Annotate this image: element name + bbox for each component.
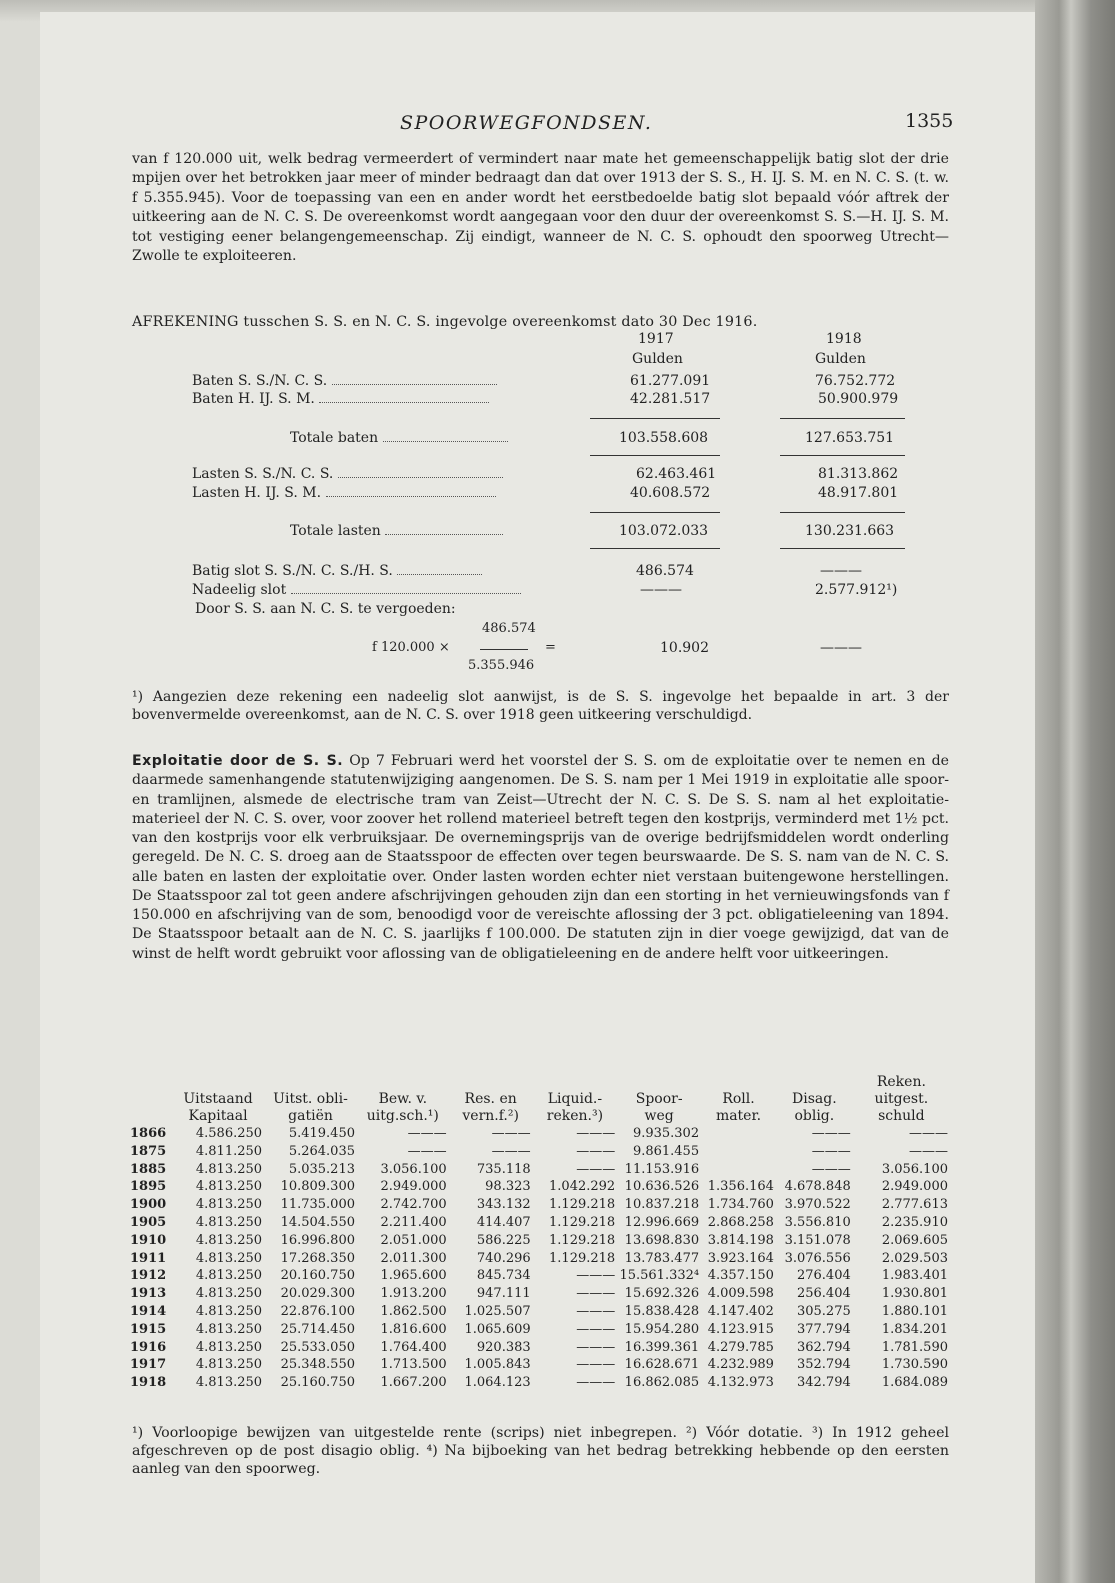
- formula-1918: ———: [820, 640, 862, 656]
- rule: [590, 548, 720, 549]
- table-cell: 342.794: [796, 1375, 851, 1391]
- intro-paragraph: [132, 150, 949, 266]
- table-row: [128, 1196, 950, 1214]
- row-batig-slot-1918: ———: [820, 563, 862, 579]
- page-number: 1355: [905, 110, 954, 132]
- row-baten-ss-1918: 76.752.772: [815, 373, 896, 389]
- table-cell: 740.296: [476, 1250, 531, 1266]
- table-cell: 3.814.198: [707, 1232, 774, 1248]
- row-door-ss-label: Door S. S. aan N. C. S. te vergoeden:: [195, 601, 456, 617]
- table-cell: ———: [576, 1321, 616, 1337]
- table-cell: 4.678.848: [784, 1179, 851, 1195]
- row-totale-baten-1918: 127.653.751: [805, 430, 895, 446]
- formula-numerator: 486.574: [482, 621, 536, 636]
- table-cell: 4.009.598: [707, 1286, 774, 1302]
- table-cell: 15.954.280: [624, 1321, 700, 1337]
- table-cell: ———: [576, 1339, 616, 1355]
- row-batig-slot-label: Batig slot S. S./N. C. S./H. S.: [192, 563, 482, 579]
- settlement-col2-year: 1918: [826, 331, 862, 347]
- table-cell: 377.794: [796, 1321, 851, 1337]
- row-totale-baten-label: Totale baten: [290, 430, 508, 446]
- table-cell: 5.264.035: [288, 1143, 355, 1159]
- table-cell: ———: [909, 1143, 948, 1159]
- row-lasten-ss-1918: 81.313.862: [818, 466, 899, 482]
- table-cell: 1.129.218: [549, 1214, 616, 1230]
- table-cell: 4.813.250: [195, 1303, 263, 1319]
- table-cell: 3.923.164: [707, 1250, 774, 1266]
- table-cell: ———: [576, 1161, 616, 1177]
- table-cell: ———: [491, 1143, 531, 1159]
- table-cell: 1.064.123: [464, 1375, 531, 1391]
- table-cell: 586.225: [476, 1232, 531, 1248]
- table-cell: ———: [576, 1268, 616, 1284]
- book-edge: [1035, 0, 1115, 1583]
- row-baten-hijsm-label: Baten H. IJ. S. M.: [192, 391, 489, 407]
- table-cell: ———: [576, 1303, 616, 1319]
- table-cell: 3.056.100: [881, 1161, 948, 1177]
- table-cell: [701, 1161, 776, 1179]
- row-baten-hijsm-1917: 42.281.517: [630, 391, 711, 407]
- table-cell: 9.935.302: [632, 1126, 700, 1141]
- table-cell: 4.279.785: [707, 1339, 774, 1355]
- table-cell: 4.147.402: [707, 1303, 774, 1319]
- settlement-col1-unit: Gulden: [632, 351, 683, 367]
- row-lasten-hijsm-1917: 40.608.572: [630, 485, 711, 501]
- table-cell: 2.051.000: [380, 1232, 447, 1248]
- history-table: [128, 1074, 950, 1392]
- table-cell: 735.118: [476, 1161, 531, 1177]
- table-cell: 4.813.250: [195, 1339, 263, 1355]
- table-cell: 1.734.760: [707, 1197, 774, 1213]
- table-cell: 1.983.401: [881, 1268, 948, 1284]
- table-cell: 4.813.250: [195, 1197, 263, 1213]
- row-lasten-hijsm-label: Lasten H. IJ. S. M.: [192, 485, 496, 501]
- table-cell: ———: [811, 1126, 851, 1141]
- table-cell-year: 1866: [130, 1126, 167, 1141]
- table-cell: 1.667.200: [380, 1375, 447, 1391]
- table-cell: 2.011.300: [380, 1250, 447, 1266]
- table-row: [128, 1143, 950, 1161]
- row-baten-ss-label: Baten S. S./N. C. S.: [192, 373, 497, 389]
- table-cell: 3.970.522: [784, 1197, 851, 1213]
- table-cell: ———: [576, 1143, 616, 1159]
- table-cell: 4.586.250: [195, 1126, 263, 1141]
- table-cell: 1.129.218: [549, 1232, 616, 1248]
- rule: [590, 512, 720, 513]
- history-table-header: [128, 1074, 950, 1125]
- table-cell: 11.735.000: [280, 1197, 355, 1213]
- table-cell: 15.692.326: [624, 1286, 700, 1302]
- table-cell: 22.876.100: [280, 1303, 355, 1319]
- table-row: [128, 1125, 950, 1143]
- table-cell: 1.065.609: [464, 1321, 531, 1337]
- table-cell-year: 1914: [130, 1303, 167, 1319]
- table-cell: 4.132.973: [707, 1375, 774, 1391]
- row-totale-lasten-label: Totale lasten: [290, 523, 503, 539]
- table-cell: ———: [576, 1126, 616, 1141]
- table-row: [128, 1161, 950, 1179]
- table-cell: 414.407: [476, 1214, 531, 1230]
- table-cell: 15.838.428: [624, 1303, 700, 1319]
- table-cell: 4.811.250: [195, 1143, 263, 1159]
- table-cell: ———: [576, 1357, 616, 1373]
- table-cell: ———: [407, 1143, 447, 1159]
- table-cell: 3.556.810: [784, 1214, 851, 1230]
- table-cell: 2.742.700: [380, 1197, 447, 1213]
- rule: [590, 455, 720, 456]
- rule: [780, 548, 905, 549]
- table-cell: 2.949.000: [881, 1179, 948, 1195]
- table-cell: 1.713.500: [380, 1357, 447, 1373]
- table-cell: 1.684.089: [881, 1375, 948, 1391]
- table-cell-year: 1917: [130, 1357, 167, 1373]
- table-cell: 2.211.400: [380, 1214, 447, 1230]
- table-cell: 2.868.258: [707, 1214, 774, 1230]
- settlement-col2-unit: Gulden: [815, 351, 866, 367]
- table-cell-year: 1916: [130, 1339, 167, 1355]
- table-cell: 4.813.250: [195, 1268, 263, 1284]
- table-cell: [701, 1125, 776, 1143]
- settlement-title: AFREKENING tusschen S. S. en N. C. S. ingevolge overeenkomst dato 30 Dec 1916.: [132, 314, 758, 330]
- history-col-header: Uitst. obli- gatiën: [273, 1091, 348, 1124]
- table-row: [128, 1374, 950, 1392]
- section-text: Op 7 Februari werd het voorstel der S. S. om de exploitatie over te nemen en de daarmede samenhangende statutenwijziging aangenomen. De S. S. nam per 1 Mei 1919 in exploitatie alle spoor- en tramlijnen, alsmede de electrische tram van Zeist—Utrecht der N. C. S. De S. S. nam al het exploitatie-materieel der N. C. S. over, voor zoover het rollend materieel betreft tegen den kostprijs, verminderd met 1½ pct. van den kostprijs voor elk verbruiksjaar. De overnemingsprijs van de overige bedrijfsmiddelen wordt onderling geregeld. De N. C. S. droeg aan de Staatsspoor de effecten over tegen beurswaarde. De S. S. nam van de N. C. S. alle baten en lasten der exploitatie over. Onder lasten worden echter niet verstaan buitengewone herstellingen. De Staatsspoor zal tot geen andere afschrijvingen gehouden zijn dan een storting in het vernieuwingsfonds van f 150.000 en afschrijving van de som, benoodigd voor de vereischte aflossing der 3 pct. obligatieleening van 1894. De Staatsspoor betaalt aan de N. C. S. jaarlijks f 100.000. De statuten zijn in dier voege gewijzigd, dat van de winst de helft wordt gebruikt voor aflossing van de obligatieleening en de andere helft voor uitkeeringen.: [132, 753, 950, 962]
- table-cell-year: 1875: [130, 1143, 167, 1159]
- table-cell: 1.356.164: [707, 1179, 774, 1195]
- table-cell: 1.730.590: [881, 1357, 948, 1373]
- table-cell: 1.764.400: [380, 1339, 447, 1355]
- table-cell: 12.996.669: [624, 1214, 700, 1230]
- row-batig-slot-1917: 486.574: [636, 563, 694, 579]
- table-cell: 25.714.450: [280, 1321, 355, 1337]
- table-row: [128, 1267, 950, 1285]
- section-exploitatie: [132, 752, 949, 964]
- table-cell: 1.816.600: [380, 1321, 447, 1337]
- history-col-header: Res. en vern.f.²): [462, 1091, 519, 1124]
- table-cell: 25.348.550: [280, 1357, 355, 1373]
- table-cell: 16.628.671: [624, 1357, 700, 1373]
- table-cell: 2.235.910: [881, 1214, 948, 1230]
- table-cell: 13.783.477: [624, 1250, 700, 1266]
- table-cell: ———: [576, 1375, 616, 1391]
- table-cell: 11.153.916: [624, 1161, 700, 1177]
- table-cell: 10.636.526: [624, 1179, 700, 1195]
- table-cell: 920.383: [476, 1339, 531, 1355]
- table-row: [128, 1250, 950, 1268]
- table-cell: 5.419.450: [288, 1126, 355, 1141]
- rule: [780, 418, 905, 419]
- section-exploitatie-paragraph: [132, 752, 949, 964]
- table-cell: 3.076.556: [784, 1250, 851, 1266]
- table-cell: 4.813.250: [195, 1179, 263, 1195]
- table-cell: 2.029.503: [881, 1250, 948, 1266]
- table-cell-year: 1918: [130, 1375, 167, 1391]
- table-cell: 845.734: [476, 1268, 531, 1284]
- table-cell: 10.837.218: [624, 1197, 700, 1213]
- table-cell: 1.930.801: [881, 1286, 948, 1302]
- table-row: [128, 1339, 950, 1357]
- formula-multiplier: f 120.000 ×: [372, 640, 450, 655]
- table-cell: 2.949.000: [380, 1179, 447, 1195]
- row-lasten-ss-label: Lasten S. S./N. C. S.: [192, 466, 503, 482]
- table-row: [128, 1303, 950, 1321]
- table-cell: ———: [909, 1126, 948, 1141]
- table-cell: 256.404: [796, 1286, 851, 1302]
- table-cell: 1.129.218: [549, 1250, 616, 1266]
- table-cell-year: 1911: [130, 1250, 167, 1266]
- table-cell: 25.533.050: [280, 1339, 355, 1355]
- table-cell: 9.861.455: [632, 1143, 700, 1159]
- table-cell: 3.151.078: [784, 1232, 851, 1248]
- row-baten-ss-1917: 61.277.091: [630, 373, 711, 389]
- bottom-footnotes: ¹) Voorloopige bewijzen van uitgestelde rente (scrips) niet inbegrepen. ²) Vóór dotatie. ³) In 1912 geheel afgeschreven op de post disagio oblig. ⁴) Na bijboeking van het bedrag betrekking hebbende op den eersten aanleg van den spoorweg.: [132, 1425, 949, 1477]
- formula-denominator: 5.355.946: [468, 658, 535, 673]
- table-cell: 17.268.350: [280, 1250, 355, 1266]
- table-cell: ———: [407, 1126, 447, 1141]
- table-cell: 16.399.361: [624, 1339, 700, 1355]
- table-cell: 1.042.292: [549, 1179, 616, 1195]
- table-cell-year: 1900: [130, 1197, 167, 1213]
- row-lasten-ss-1917: 62.463.461: [636, 466, 717, 482]
- table-cell-year: 1885: [130, 1161, 167, 1177]
- row-totale-baten-1917: 103.558.608: [619, 430, 709, 446]
- rule: [780, 455, 905, 456]
- table-cell: 1.913.200: [380, 1286, 447, 1302]
- table-cell: ———: [811, 1161, 851, 1177]
- row-nadeelig-slot-label: Nadeelig slot: [192, 582, 521, 598]
- table-cell: 4.813.250: [195, 1321, 263, 1337]
- row-totale-lasten-1918: 130.231.663: [805, 523, 895, 539]
- history-col-header: Reken. uitgest. schuld: [874, 1074, 929, 1124]
- formula-fraction-bar: [480, 649, 528, 650]
- history-col-header: Uitstaand Kapitaal: [183, 1091, 253, 1124]
- table-cell: 4.123.915: [707, 1321, 774, 1337]
- table-cell: 1.005.843: [464, 1357, 531, 1373]
- table-cell: 16.996.800: [280, 1232, 355, 1248]
- table-cell: 20.029.300: [280, 1286, 355, 1302]
- table-cell: 2.069.605: [881, 1232, 948, 1248]
- table-cell: 15.561.332⁴: [619, 1268, 700, 1284]
- table-cell: 25.160.750: [280, 1375, 355, 1391]
- history-col-header: [128, 1074, 172, 1125]
- table-cell: 276.404: [796, 1268, 851, 1284]
- table-cell: 362.794: [796, 1339, 851, 1355]
- table-cell: 13.698.830: [624, 1232, 700, 1248]
- table-cell: 4.813.250: [195, 1232, 263, 1248]
- table-cell: 4.813.250: [195, 1250, 263, 1266]
- table-cell-year: 1915: [130, 1321, 167, 1337]
- history-col-header: Roll. mater.: [715, 1091, 762, 1124]
- table-cell: 1.129.218: [549, 1197, 616, 1213]
- history-col-header: Disag. oblig.: [792, 1091, 837, 1124]
- rule: [780, 512, 905, 513]
- table-cell: 4.357.150: [707, 1268, 774, 1284]
- history-table-body: [128, 1125, 950, 1392]
- table-cell: 4.813.250: [195, 1161, 263, 1177]
- running-header: SPOORWEGFONDSEN.: [400, 112, 653, 134]
- table-cell-year: 1913: [130, 1286, 167, 1302]
- table-cell: 1.862.500: [380, 1303, 447, 1319]
- table-cell-year: 1905: [130, 1214, 167, 1230]
- row-totale-lasten-1917: 103.072.033: [619, 523, 709, 539]
- table-row: [128, 1178, 950, 1196]
- table-cell: 4.813.250: [195, 1357, 263, 1373]
- table-cell: 343.132: [476, 1197, 531, 1213]
- table-cell: 305.275: [796, 1303, 851, 1319]
- history-col-header: Spoor- weg: [635, 1091, 683, 1124]
- table-cell: 1.781.590: [881, 1339, 948, 1355]
- row-nadeelig-slot-1918: 2.577.912¹): [815, 582, 898, 598]
- table-row: [128, 1321, 950, 1339]
- table-cell-year: 1910: [130, 1232, 167, 1248]
- table-cell: 4.813.250: [195, 1286, 263, 1302]
- table-cell: 1.025.507: [464, 1303, 531, 1319]
- section-heading: Exploitatie door de S. S.: [132, 753, 344, 769]
- table-cell: ———: [576, 1286, 616, 1302]
- table-cell: 98.323: [485, 1179, 531, 1195]
- intro-paragraph-text: van f 120.000 uit, welk bedrag vermeerdert of vermindert naar mate het gemeenschappelijk batig slot der drie mpijen over het betrokken jaar meer of minder bedraagt dan dat over 1913 der S. S., H. IJ. S. M. en N. C. S. (t. w. f 5.355.945). Voor de toepassing van een en ander wordt het eerstbedoelde batig slot bepaald vóór aftrek der uitkeering aan de N. C. S. De overeenkomst wordt aangegaan voor den duur der overeenkomst S. S.—H. IJ. S. M. tot vestiging eener belangengemeenschap. Zij eindigt, wanneer de N. C. S. ophoudt den spoorweg Utrecht—Zwolle te exploiteeren.: [132, 151, 949, 265]
- table-cell: 4.813.250: [195, 1214, 263, 1230]
- table-cell: 20.160.750: [280, 1268, 355, 1284]
- table-cell: 1.965.600: [380, 1268, 447, 1284]
- row-nadeelig-slot-1917: ———: [640, 582, 682, 598]
- table-cell: 352.794: [796, 1357, 851, 1373]
- table-cell: 5.035.213: [288, 1161, 355, 1177]
- table-row: [128, 1232, 950, 1250]
- table-cell-year: 1895: [130, 1179, 167, 1195]
- footnote-1: ¹) Aangezien deze rekening een nadeelig slot aanwijst, is de S. S. ingevolge het bepaalde in art. 3 der bovenvermelde overeenkomst, aan de N. C. S. over 1918 geen uitkeering verschuldigd.: [132, 689, 949, 723]
- table-cell: 947.111: [476, 1286, 531, 1302]
- table-cell: 1.880.101: [881, 1303, 948, 1319]
- table-cell: 14.504.550: [280, 1214, 355, 1230]
- settlement-col1-year: 1917: [638, 331, 674, 347]
- table-row: [128, 1214, 950, 1232]
- table-cell: 1.834.201: [881, 1321, 948, 1337]
- row-lasten-hijsm-1918: 48.917.801: [818, 485, 899, 501]
- rule: [590, 418, 720, 419]
- table-cell: 3.056.100: [380, 1161, 447, 1177]
- table-cell: 2.777.613: [881, 1197, 948, 1213]
- history-col-header: Bew. v. uitg.sch.¹): [366, 1091, 439, 1124]
- table-cell: 10.809.300: [280, 1179, 355, 1195]
- table-cell: [701, 1143, 776, 1161]
- table-cell: ———: [491, 1126, 531, 1141]
- table-cell: 4.813.250: [195, 1375, 263, 1391]
- table-cell: 16.862.085: [624, 1375, 700, 1391]
- table-cell-year: 1912: [130, 1268, 167, 1284]
- table-cell: 4.232.989: [707, 1357, 774, 1373]
- formula-1917: 10.902: [660, 640, 709, 656]
- row-baten-hijsm-1918: 50.900.979: [818, 391, 899, 407]
- history-col-header: Liquid.- reken.³): [546, 1091, 604, 1124]
- table-row: [128, 1356, 950, 1374]
- table-cell: ———: [811, 1143, 851, 1159]
- table-row: [128, 1285, 950, 1303]
- formula-equals: =: [545, 640, 556, 655]
